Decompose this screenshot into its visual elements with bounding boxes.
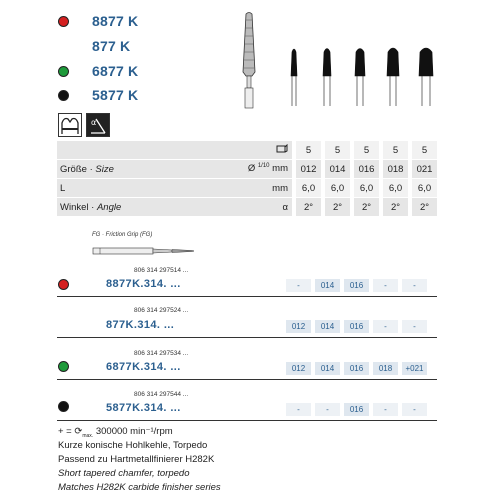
model-dot-5877k xyxy=(58,90,69,101)
size-value: 016 xyxy=(354,160,379,179)
model-code: 877 K xyxy=(92,38,131,54)
size-unit: Ø $^{1/10}$ mm xyxy=(196,160,292,179)
order-cell: - xyxy=(373,403,398,416)
packaging-row xyxy=(57,141,437,160)
order-cell: 016 xyxy=(344,403,369,416)
order-ref: 806 314 297514 ... xyxy=(134,267,189,274)
order-cell: - xyxy=(286,403,311,416)
order-cell: - xyxy=(402,320,427,333)
length-value: 6,0 xyxy=(296,179,321,198)
bur-size-014 xyxy=(323,49,331,107)
model-code: 5877 K xyxy=(92,87,139,103)
order-cell: 016 xyxy=(344,362,369,375)
length-value: 6,0 xyxy=(383,179,408,198)
order-cell: 016 xyxy=(344,320,369,333)
packaging-value: 5 xyxy=(325,141,350,160)
angle-value: 2° xyxy=(296,198,321,217)
size-label: Größe · Size xyxy=(57,160,196,179)
packaging-value: 5 xyxy=(412,141,437,160)
order-cell: - xyxy=(315,403,340,416)
description-de-1: Kurze konische Hohlkehle, Torpedo xyxy=(58,440,208,451)
bur-size-021 xyxy=(419,48,433,106)
description-en-1: Short tapered chamfer, torpedo xyxy=(58,468,190,479)
bur-detail-illustration xyxy=(243,13,255,109)
angle-unit: α xyxy=(196,198,292,217)
speed-line: + = $⟳_{max.}$ 300000 min⁻¹/rpm xyxy=(58,426,173,439)
speed-icon: ⟳ xyxy=(74,426,83,437)
length-value: 6,0 xyxy=(325,179,350,198)
size-value: 014 xyxy=(325,160,350,179)
bur-size-018 xyxy=(387,48,399,106)
model-code: 6877 K xyxy=(92,63,139,79)
order-cell: - xyxy=(373,320,398,333)
order-cell: - xyxy=(286,279,311,292)
angle-label: Winkel · Angle xyxy=(57,198,196,217)
order-ref: 806 314 297544 ... xyxy=(134,391,189,398)
model-dot-6877k xyxy=(58,66,69,77)
size-value: 021 xyxy=(412,160,437,179)
angle-value: 2° xyxy=(354,198,379,217)
order-ref: 806 314 297524 ... xyxy=(134,307,189,314)
packaging-value: 5 xyxy=(354,141,379,160)
order-divider xyxy=(57,420,437,421)
size-value: 018 xyxy=(383,160,408,179)
description-de-2: Passend zu Hartmetallfinierer H282K xyxy=(58,454,215,465)
order-dot-5877k xyxy=(58,401,69,412)
bur-size-016 xyxy=(355,49,365,107)
order-cell: - xyxy=(402,279,427,292)
angle-value: 2° xyxy=(325,198,350,217)
order-cell: 016 xyxy=(344,279,369,292)
packaging-value: 5 xyxy=(383,141,408,160)
order-divider xyxy=(57,379,437,380)
order-code: 8877K.314. ... xyxy=(106,278,181,290)
order-cell: 012 xyxy=(286,362,311,375)
svg-text:α: α xyxy=(91,118,97,127)
order-cell: 014 xyxy=(315,279,340,292)
angle-row xyxy=(57,198,437,217)
packaging-value: 5 xyxy=(296,141,321,160)
order-cell: 014 xyxy=(315,362,340,375)
order-cell: 012 xyxy=(286,320,311,333)
length-unit: mm xyxy=(196,179,292,198)
description-en-2: Matches H282K carbide finisher series xyxy=(58,482,221,493)
order-cell: 014 xyxy=(315,320,340,333)
spec-table xyxy=(57,141,437,217)
order-code: 877K.314. ... xyxy=(106,319,175,331)
order-cell: 018 xyxy=(373,362,398,375)
order-dot-8877k xyxy=(58,279,69,290)
order-divider xyxy=(57,337,437,338)
model-dot-8877k xyxy=(58,16,69,27)
angle-value: 2° xyxy=(383,198,408,217)
model-code: 8877 K xyxy=(92,13,139,29)
order-ref: 806 314 297534 ... xyxy=(134,350,189,357)
length-value: 6,0 xyxy=(354,179,379,198)
bur-size-012 xyxy=(291,49,297,106)
order-code: 6877K.314. ... xyxy=(106,361,181,373)
packaging-icon xyxy=(196,141,292,160)
size-value: 012 xyxy=(296,160,321,179)
size-row xyxy=(57,160,437,179)
order-cell: - xyxy=(402,403,427,416)
order-divider xyxy=(57,296,437,297)
length-label: L xyxy=(57,179,196,198)
order-code: 5877K.314. ... xyxy=(106,402,181,414)
fg-shank-illustration xyxy=(92,242,202,260)
order-cell: - xyxy=(373,279,398,292)
shank-label: FG · Friction Grip (FG) xyxy=(92,232,153,238)
order-dot-6877k xyxy=(58,361,69,372)
order-cell: +021 xyxy=(402,362,427,375)
chamfer-preparation-icon xyxy=(58,113,82,137)
angle-value: 2° xyxy=(412,198,437,217)
length-value: 6,0 xyxy=(412,179,437,198)
length-row xyxy=(57,179,437,198)
bur-illustrations xyxy=(236,10,436,110)
angle-alpha-icon xyxy=(86,113,110,137)
